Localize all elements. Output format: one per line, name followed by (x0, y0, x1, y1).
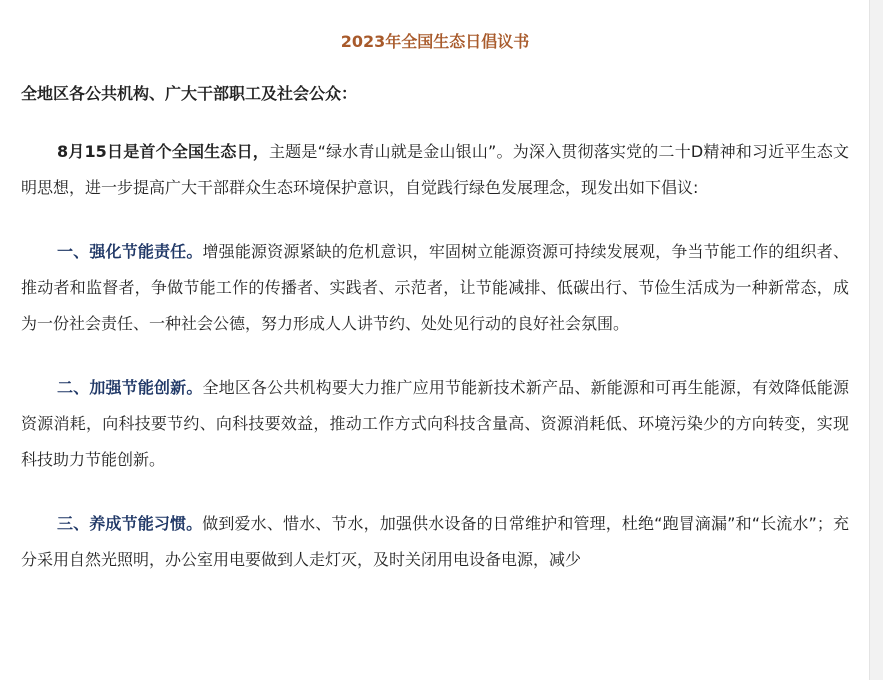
proposal-body-2: 全地区各公共机构要大力推广应用节能新技术新产品、新能源和可再生能源，有效降低能源资源消耗，向科技要节约、向科技要效益，推动工作方式向科技含量高、资源消耗低、环境污染少的方向转变，实现科技助力节能创新。 (21, 378, 849, 469)
proposal-heading-2: 二、加强节能创新。 (57, 378, 203, 397)
proposal-body-3: 做到爱水、惜水、节水，加强供水设备的日常维护和管理，杜绝“跑冒滴漏”和“长流水”；充分采用自然光照明，办公室用电要做到人走灯灭，及时关闭用电设备电源，减少 (21, 514, 849, 569)
intro-paragraph (21, 134, 849, 206)
intro-body: 主题是“绿水青山就是金山银山”。为深入贯彻落实党的二十D精神和习近平生态文明思想，进一步提高广大干部群众生态环境保护意识，自觉践行绿色发展理念，现发出如下倡议: (21, 142, 850, 197)
proposal-item-3 (21, 506, 849, 578)
article-body (21, 27, 849, 606)
document-title: 2023年全国生态日倡议书 (340, 32, 530, 51)
intro-lead: 8月15日是首个全国生态日， (57, 142, 269, 161)
proposal-heading-3: 三、养成节能习惯。 (57, 514, 203, 533)
proposal-heading-1: 一、强化节能责任。 (57, 242, 203, 261)
proposal-body-1: 增强能源资源紧缺的危机意识，牢固树立能源资源可持续发展观，争当节能工作的组织者、推动者和监督者，争做节能工作的传播者、实践者、示范者，让节能减排、低碳出行、节俭生活成为一种新常态，成为一份社会责任、一种社会公德，努力形成人人讲节约、处处见行动的良好社会氛围。 (21, 242, 849, 333)
scrollbar-track[interactable] (869, 0, 883, 680)
proposal-item-1 (21, 234, 849, 342)
salutation: 全地区各公共机构、广大干部职工及社会公众： (21, 84, 358, 103)
proposal-item-2 (21, 370, 849, 478)
